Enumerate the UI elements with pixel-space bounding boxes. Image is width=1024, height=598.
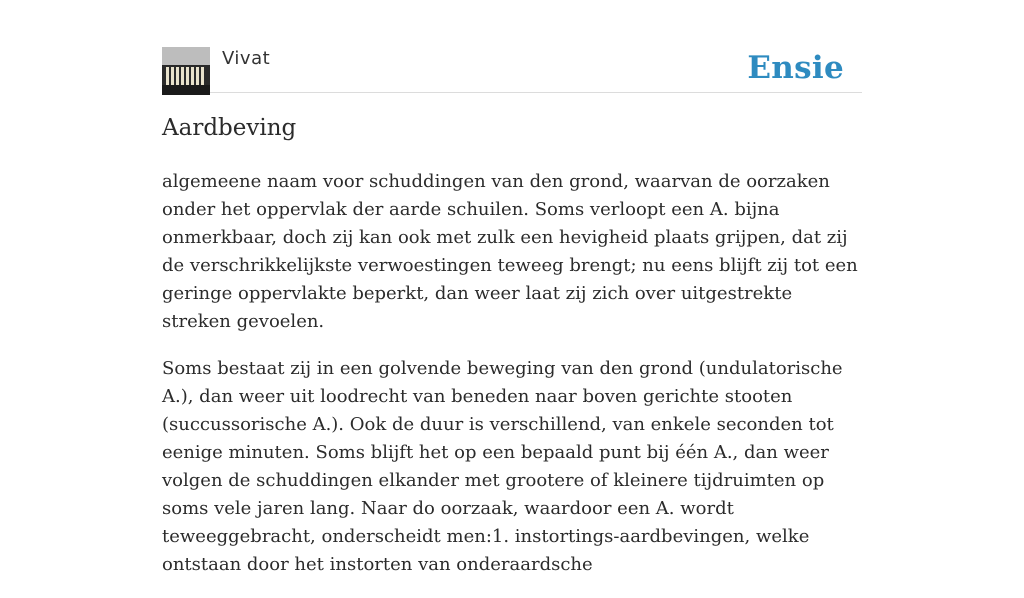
author-name[interactable]: Vivat [222, 48, 271, 69]
avatar[interactable] [162, 47, 210, 95]
article-title: Aardbeving [162, 115, 297, 141]
article-body [162, 168, 862, 598]
typewriter-keys-avatar-icon [162, 47, 210, 95]
header [162, 46, 862, 93]
paragraph: algemeene naam voor schuddingen van den grond, waarvan de oorzaken onder het oppervlak der aarde schuilen. Soms verloopt een A. bijna onmerkbaar, doch zij kan ook met zulk een hevigheid plaats grijpen, dat zij de verschrikkelijkste verwoestingen teweeg brengt; nu eens blijft zij tot een geringe oppervlakte beperkt, dan weer laat zij zich over uitgestrekte streken gevoelen. [162, 171, 858, 332]
brand-logo[interactable]: Ensie [747, 50, 844, 86]
paragraph: Soms bestaat zij in een golvende beweging van den grond (undulatorische A.), dan weer uit loodrecht van beneden naar boven gerichte stooten (succussorische A.). Ook de duur is verschillend, van enkele seconden tot eenige minuten. Soms blijft het op een bepaald punt bij één A., dan weer volgen de schuddingen elkander met grootere of kleinere tijdruimten op soms vele jaren lang. Naar do oorzaak, waardoor een A. wordt teweeggebracht, onderscheidt men:1. instortings-aardbevingen, welke ontstaan door het instorten van onderaardsche [162, 358, 843, 575]
